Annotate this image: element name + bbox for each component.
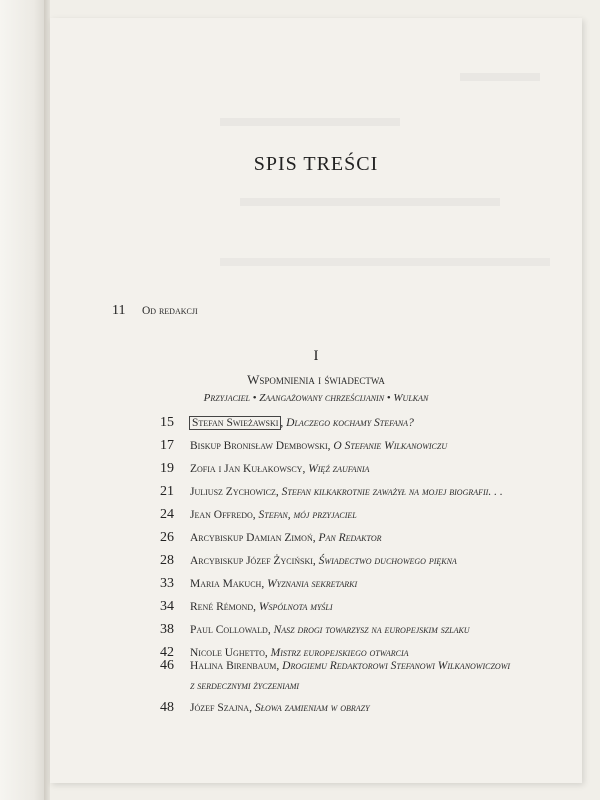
entry-title: Dlaczego kochamy Stefana? [286, 417, 414, 429]
toc-entry: 21 Juliusz Zychowicz , Stefan kilkakrotnie zaważył na mojej biografii. . . [160, 484, 503, 499]
entry-title: Nasz drogi towarzysz na europejskim szlaku [273, 624, 470, 636]
toc-entry: 42 Nicole Ughetto , Mistrz europejskiego otwarcia [160, 645, 409, 660]
toc-intro [112, 303, 198, 319]
entry-title: Więź zaufania [308, 463, 370, 475]
entry-author: Nicole Ughetto [190, 647, 265, 659]
entry-title: Wyznania sekretarki [267, 578, 358, 590]
toc-entry: 38 Paul Collowald , Nasz drogi towarzysz na europejskim szlaku [160, 622, 470, 637]
page-number: 11 [112, 303, 126, 318]
entry-title: Wspólnota myśli [258, 601, 333, 613]
page-number: 26 [160, 530, 174, 545]
toc-entry: 19 Zofia i Jan Kułakowscy , Więź zaufania [160, 461, 370, 476]
entry-author: René Rémond [190, 601, 254, 613]
page-number: 28 [160, 553, 174, 568]
section-number: I [313, 348, 319, 364]
section-title: Wspomnienia i świadectwa [247, 372, 385, 387]
entry-author: Arcybiskup Damian Zimoń [190, 532, 313, 544]
toc-entry: 26 Arcybiskup Damian Zimoń , Pan Redaktor [160, 530, 382, 545]
entry-author: Halina Birenbaum [190, 660, 277, 672]
page-number: 21 [160, 484, 174, 499]
show-through-mark [220, 258, 550, 266]
toc-entry: 17 Biskup Bronisław Dembowski , O Stefanie Wilkanowiczu [160, 438, 448, 453]
facing-page-edge [0, 0, 48, 800]
entry-author: Józef Szajna [190, 702, 250, 714]
entry-title: Pan Redaktor [318, 532, 382, 544]
entry-author: Biskup Bronisław Dembowski [190, 440, 328, 452]
section-subtitle: Przyjaciel • Zaangażowany chrześcijanin • Wulkan [203, 392, 429, 404]
entry-author: Maria Makuch [190, 578, 262, 590]
entry-author: Stefan Swieżawski [192, 417, 279, 429]
toc-entry: 28 Arcybiskup Józef Życiński , Świadectwo duchowego piękna [160, 553, 457, 568]
entry-title: Słowa zamieniam w obrazy [254, 702, 370, 714]
entry-author: Zofia i Jan Kułakowscy [190, 463, 303, 475]
page-number: 46 [160, 658, 174, 673]
toc-entry: 33 Maria Makuch , Wyznania sekretarki [160, 576, 358, 591]
toc-entry: 15 Stefan Swieżawski , Dlaczego kochamy Stefana? [160, 415, 414, 430]
entry-continuation: z serdecznymi życzeniami [190, 680, 300, 692]
entry-title: Mistrz europejskiego otwarcia [270, 647, 409, 659]
toc-entry: 24 Jean Offredo , Stefan, mój przyjaciel [160, 507, 357, 522]
entry-title: Drogiemu Redaktorowi Stefanowi Wilkanowiczowi [282, 660, 511, 672]
page-number: 48 [160, 700, 174, 715]
entry-title: Stefan, mój przyjaciel [258, 509, 357, 521]
entry-author: Arcybiskup Józef Życiński [190, 555, 313, 567]
page-number: 19 [160, 461, 174, 476]
page-number: 33 [160, 576, 174, 591]
entry-author: Juliusz Zychowicz [190, 486, 276, 498]
page-number: 34 [160, 599, 174, 614]
page-number: 24 [160, 507, 174, 522]
page-title: SPIS TREŚCI [253, 153, 379, 175]
entry-title: Świadectwo duchowego piękna [318, 555, 457, 567]
page-number: 42 [160, 645, 174, 660]
page-number: 15 [160, 415, 174, 430]
show-through-mark [240, 198, 500, 206]
book-page [50, 18, 582, 783]
toc-entry: 48 Józef Szajna , Słowa zamieniam w obrazy [160, 700, 370, 715]
page-number: 17 [160, 438, 174, 453]
entry-author: Jean Offredo [190, 509, 253, 521]
toc-entry: 46 Halina Birenbaum , Drogiemu Redaktorowi Stefanowi Wilkanowiczowi [160, 658, 511, 673]
page-number: 38 [160, 622, 174, 637]
entry-author: Paul Collowald [190, 624, 268, 636]
intro-label: Od redakcji [142, 305, 198, 317]
toc-entry: 34 René Rémond , Wspólnota myśli [160, 599, 333, 614]
show-through-mark [220, 118, 400, 126]
show-through-mark [460, 73, 540, 81]
entry-title: O Stefanie Wilkanowiczu [333, 440, 448, 452]
entry-title: Stefan kilkakrotnie zaważył na mojej biografii. . . [281, 486, 503, 498]
